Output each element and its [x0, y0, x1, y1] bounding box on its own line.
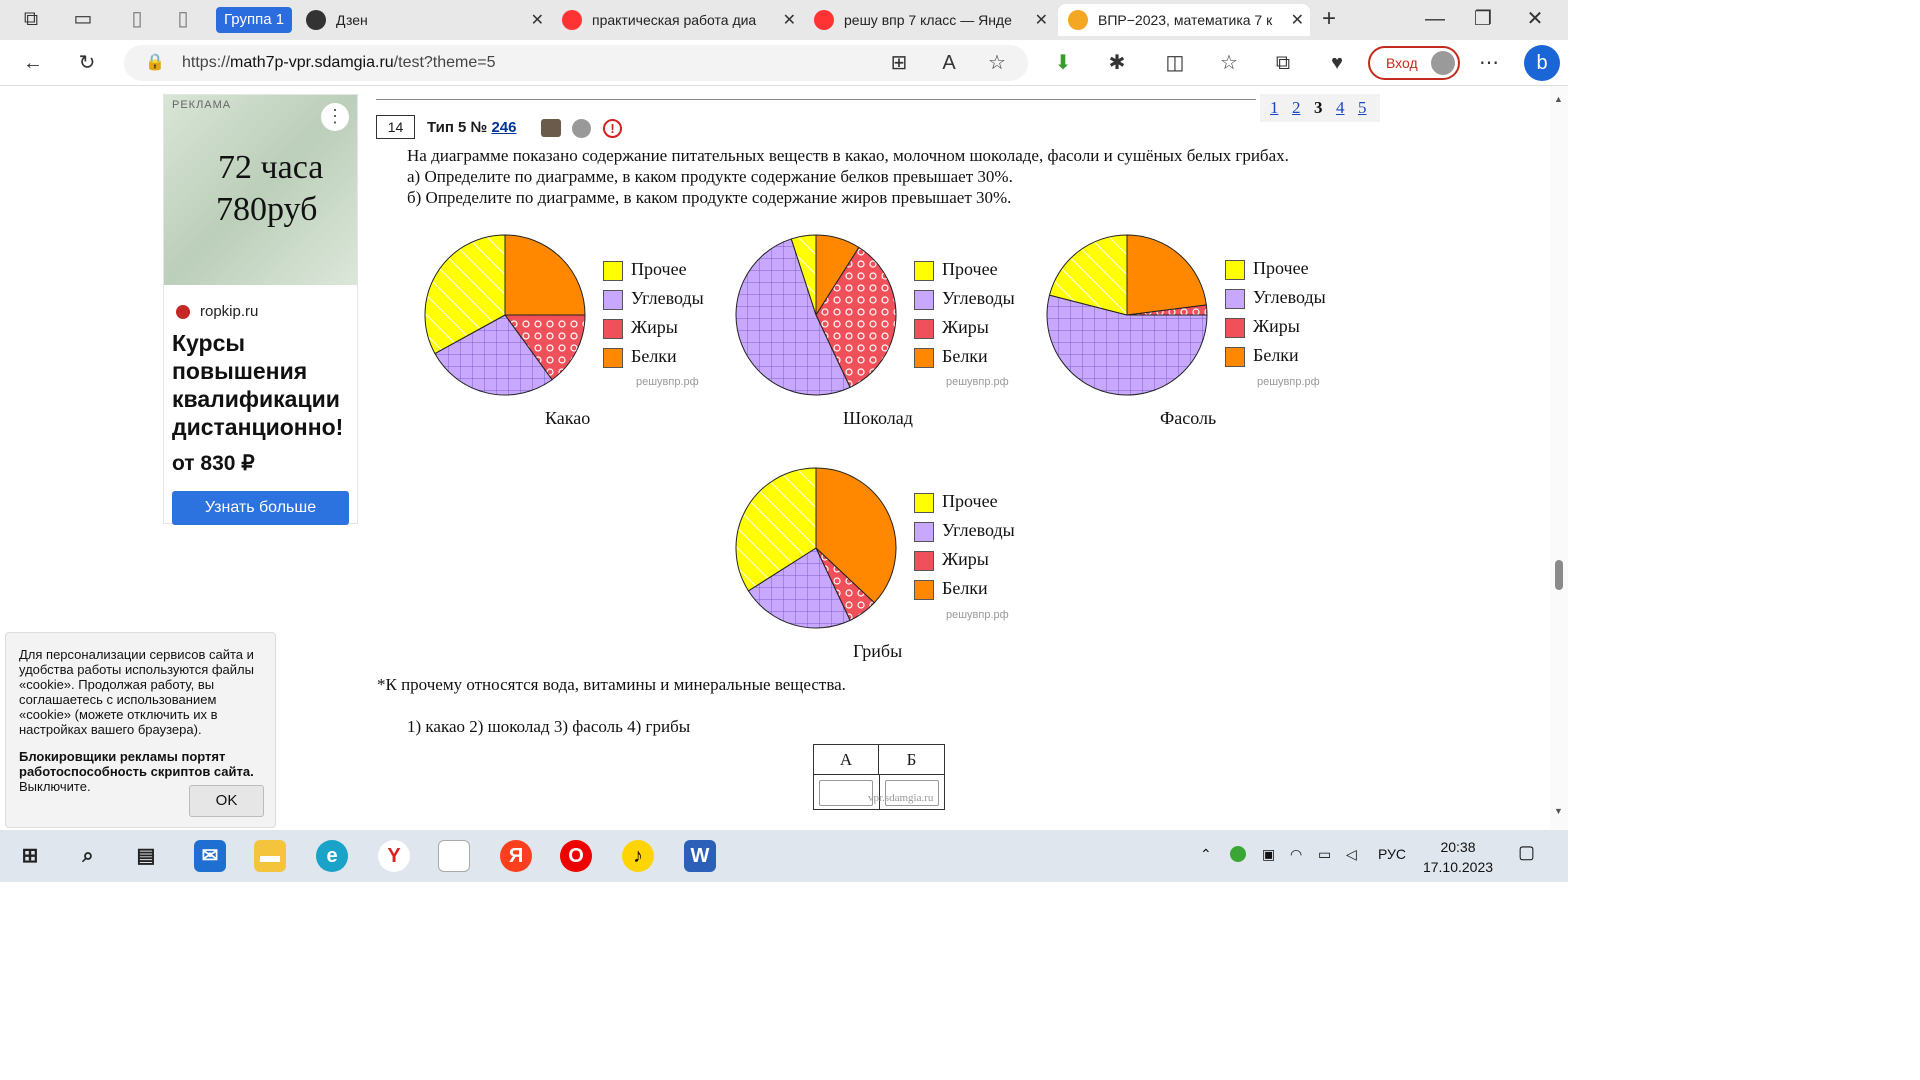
close-icon[interactable]: ✕ [1290, 12, 1304, 29]
lock-icon[interactable]: 🔒 [145, 54, 165, 71]
favorite-star-icon[interactable]: ☆ [988, 52, 1006, 74]
refresh-icon[interactable]: ↻ [78, 52, 96, 74]
extensions-icon[interactable]: ✱ [1108, 52, 1126, 74]
status-circle-icon [572, 119, 591, 138]
legend-label: Жиры [631, 317, 678, 337]
ad-image-line-1: 72 часа [218, 149, 324, 186]
chart-title: Шоколад [843, 408, 913, 428]
ad-image-line-2: 780руб [216, 191, 318, 228]
tab-yandex-2[interactable] [814, 4, 1054, 36]
legend-swatch [914, 493, 934, 513]
legend-label: Жиры [942, 549, 989, 569]
page-link-2[interactable]: 2 [1292, 98, 1301, 117]
legend-swatch [914, 261, 934, 281]
legend-swatch [603, 348, 623, 368]
avatar [1431, 51, 1455, 75]
url-input[interactable] [124, 45, 1028, 81]
legend-swatch [1225, 289, 1245, 309]
battery-icon[interactable]: ▭ [1318, 846, 1332, 862]
split-screen-icon[interactable]: ◫ [1165, 52, 1185, 74]
legend-label: Прочее [1253, 258, 1309, 278]
pie-chart-beans [1046, 234, 1208, 396]
question-a: а) Определите по диаграмме, в каком продукте содержание белков превышает 30%. [407, 167, 1013, 186]
word-icon[interactable]: W [684, 840, 716, 872]
page-current: 3 [1314, 98, 1323, 117]
divider [376, 99, 1256, 100]
bing-icon[interactable]: b [1524, 45, 1560, 81]
ad-site[interactable]: ropkip.ru [200, 303, 259, 320]
pie-chart-cocoa [424, 234, 586, 396]
health-icon[interactable]: ♥ [1331, 52, 1343, 74]
page-link-4[interactable]: 4 [1336, 98, 1345, 117]
browser-tab-bar [0, 0, 1568, 40]
chart-title: Какао [545, 408, 591, 428]
scroll-up-icon[interactable]: ▲ [1554, 94, 1563, 104]
legend-label: Белки [1253, 345, 1299, 365]
ad-label: РЕКЛАМА [172, 99, 232, 111]
scroll-down-icon[interactable]: ▼ [1554, 806, 1563, 816]
legend-label: Углеводы [942, 288, 1015, 308]
legend-swatch [914, 348, 934, 368]
back-icon[interactable]: ← [23, 52, 43, 74]
legend-swatch [603, 261, 623, 281]
favorites-icon[interactable]: ☆ [1220, 52, 1238, 74]
clock[interactable] [1418, 837, 1498, 877]
tab-title: практическая работа диа [592, 12, 757, 28]
footnote: *К прочему относятся вода, витамины и минеральные вещества. [377, 675, 846, 694]
page-navigation [1260, 94, 1380, 122]
yandex-icon[interactable]: Я [500, 840, 532, 872]
ad-learn-more-button[interactable]: Узнать больше [172, 491, 349, 525]
ad-price: от 830 ₽ [172, 452, 255, 475]
pie-slice-protein [505, 235, 585, 315]
yandex-icon [814, 10, 834, 30]
answer-header-a: А [814, 745, 879, 775]
legend-swatch [914, 522, 934, 542]
camera-icon[interactable]: ▣ [1262, 846, 1276, 862]
watermark: vpr.sdamgia.ru [868, 792, 934, 804]
tab-title: решу впр 7 класс — Янде [844, 12, 1012, 28]
pie-chart-mushrooms [735, 467, 897, 629]
legend-swatch [914, 319, 934, 339]
page-icon[interactable]: ▯ [131, 8, 143, 30]
watermark: решувпр.рф [1257, 376, 1320, 388]
legend-swatch [603, 290, 623, 310]
workspaces-icon[interactable]: ⧉ [23, 8, 39, 30]
scrollbar-thumb[interactable] [1555, 560, 1563, 590]
adblock-warning: Блокировщики рекламы портят работоспособность скриптов сайта. Выключите. [19, 749, 254, 794]
page-link-5[interactable]: 5 [1358, 98, 1367, 117]
tab-title: ВПР−2023, математика 7 к [1098, 12, 1273, 28]
restore-icon[interactable]: ❐ [1474, 8, 1492, 30]
chart-title: Фасоль [1160, 408, 1217, 428]
address-bar-row [0, 40, 1568, 86]
answer-options: 1) какао 2) шоколад 3) фасоль 4) грибы [407, 717, 691, 736]
login-button[interactable]: Вход [1368, 46, 1460, 80]
task-type: Тип 5 № 246 [427, 119, 517, 136]
tab-title: Дзен [336, 12, 368, 28]
watermark: решувпр.рф [946, 376, 1009, 388]
dzen-icon [306, 10, 326, 30]
cookie-ok-button[interactable]: OK [189, 785, 264, 817]
search-icon[interactable]: ⌕ [82, 845, 94, 867]
legend-label: Белки [942, 346, 988, 366]
more-options-icon[interactable]: ⋮ [321, 103, 349, 131]
edge-icon[interactable]: e [316, 840, 348, 872]
legend-label: Прочее [942, 259, 998, 279]
close-icon[interactable]: ✕ [782, 12, 796, 29]
collections-icon[interactable]: ⧉ [1275, 52, 1291, 74]
volume-icon[interactable]: ◁ [1346, 846, 1357, 862]
download-extension-icon[interactable]: ⬇ [1054, 52, 1072, 74]
task-intro: На диаграмме показано содержание питательных веществ в какао, молочном шоколаде, фасоли и сушёных белых грибах. [407, 146, 1289, 165]
legend-swatch [603, 319, 623, 339]
tray-app-icon[interactable] [1230, 846, 1246, 862]
answer-header-b: Б [879, 745, 944, 775]
legend-swatch [914, 580, 934, 600]
windows-start-icon[interactable]: ⊞ [21, 845, 39, 867]
cookie-notice [5, 632, 276, 828]
language-indicator[interactable]: РУС [1378, 846, 1407, 862]
notifications-icon[interactable]: ▢ [1518, 842, 1536, 862]
legend-label: Жиры [1253, 316, 1300, 336]
chart-title: Грибы [853, 641, 903, 661]
close-icon[interactable]: ✕ [530, 12, 544, 29]
legend-label: Углеводы [1253, 287, 1326, 307]
page-link-1[interactable]: 1 [1270, 98, 1279, 117]
legend-swatch [914, 551, 934, 571]
ad-title[interactable]: Курсы повышения квалификации дистанционно! [172, 330, 344, 440]
wifi-icon[interactable]: ◠ [1290, 846, 1303, 862]
close-window-icon[interactable]: ✕ [1526, 8, 1544, 30]
legend-label: Углеводы [631, 288, 704, 308]
legend-label: Углеводы [942, 520, 1015, 540]
legend-swatch [1225, 347, 1245, 367]
new-tab-icon[interactable]: + [1321, 5, 1336, 32]
sdamgia-icon [1068, 10, 1088, 30]
clock-date: 17.10.2023 [1422, 859, 1494, 875]
tab-group-label[interactable]: Группа 1 [216, 7, 292, 33]
task-number: 14 [376, 115, 415, 139]
legend-label: Белки [631, 346, 677, 366]
task-view-icon[interactable]: ▤ [136, 845, 156, 867]
tab-vpr-active[interactable] [1058, 4, 1310, 36]
apps-icon[interactable]: ⊞ [890, 52, 908, 74]
tab-dzen[interactable] [306, 4, 550, 36]
mail-icon[interactable]: ✉ [194, 840, 226, 872]
chevron-up-icon[interactable]: ⌃ [1200, 846, 1212, 862]
watermark: решувпр.рф [636, 376, 699, 388]
cookie-text: Для персонализации сервисов сайта и удобства работы используются файлы «cookie». Продолжая работу, вы соглашаетесь с использованием «cookie» (можете отключить их в настройках вашего браузера). [19, 647, 254, 737]
legend-label: Прочее [631, 259, 687, 279]
legend-swatch [914, 290, 934, 310]
close-icon[interactable]: ✕ [1034, 12, 1048, 29]
yandex-music-icon[interactable]: ♪ [622, 840, 654, 872]
legend-label: Жиры [942, 317, 989, 337]
document-icon[interactable] [438, 840, 470, 872]
legend-label: Белки [942, 578, 988, 598]
tab-actions-icon[interactable]: ▭ [73, 8, 93, 30]
clock-time: 20:38 [1440, 839, 1476, 855]
more-icon[interactable]: ⋯ [1479, 52, 1499, 74]
answer-input-a[interactable] [819, 780, 873, 806]
watermark: решувпр.рф [946, 609, 1009, 621]
taskbar [0, 830, 1568, 882]
question-b: б) Определите по диаграмме, в каком продукте содержание жиров превышает 30%. [407, 188, 1012, 207]
legend-swatch [1225, 260, 1245, 280]
tab-yandex-1[interactable] [562, 4, 802, 36]
page-icon[interactable]: ▯ [177, 8, 189, 30]
pie-chart-chocolate [735, 234, 897, 396]
pie-slice-protein [1127, 235, 1206, 315]
read-aloud-icon[interactable]: A [942, 52, 956, 74]
task-id-link[interactable]: 246 [491, 119, 517, 136]
file-explorer-icon[interactable]: ▬ [254, 840, 286, 872]
scrollbar[interactable] [1550, 86, 1568, 830]
report-error-icon[interactable]: ! [603, 119, 622, 138]
url-text: https://math7p-vpr.sdamgia.ru/test?theme=5 [182, 54, 496, 71]
opera-icon[interactable]: O [560, 840, 592, 872]
ropkip-icon [176, 305, 190, 319]
briefcase-icon[interactable] [541, 119, 561, 137]
legend-label: Прочее [942, 491, 998, 511]
yandex-browser-icon[interactable]: Y [378, 840, 410, 872]
ad-block[interactable] [163, 94, 358, 524]
page-content [0, 86, 1568, 830]
legend-swatch [1225, 318, 1245, 338]
yandex-icon [562, 10, 582, 30]
minimize-icon[interactable]: — [1425, 8, 1445, 30]
